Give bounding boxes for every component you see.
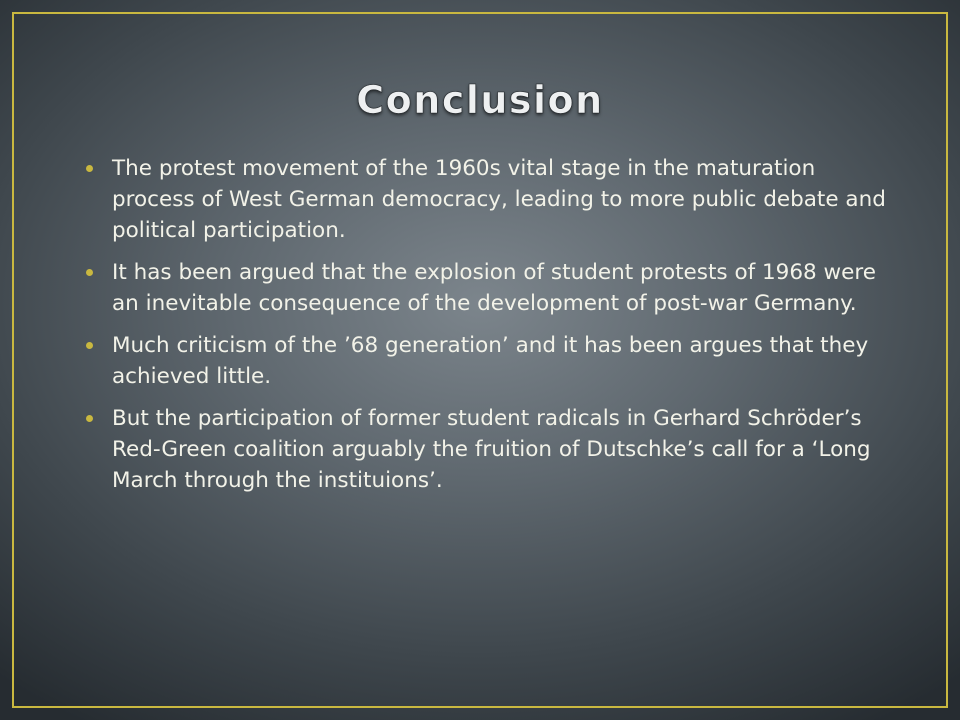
- bullet-item: [86, 153, 886, 246]
- bullet-text: Much criticism of the ’68 generation’ and it has been argues that they achieved little.: [112, 333, 869, 389]
- bullet-text: The protest movement of the 1960s vital stage in the maturation process of West German democracy, leading to more public debate and political participation.: [112, 156, 886, 243]
- bullet-item: [86, 403, 886, 496]
- bullet-dot-icon: [86, 342, 93, 349]
- bullet-item: [86, 257, 886, 319]
- bullet-dot-icon: [86, 165, 93, 172]
- bullet-text: It has been argued that the explosion of student protests of 1968 were an inevitable consequence of the development of post-war Germany.: [112, 260, 876, 316]
- bullet-list: [86, 153, 886, 507]
- bullet-dot-icon: [86, 415, 93, 422]
- bullet-text: But the participation of former student radicals in Gerhard Schröder’s Red-Green coalition arguably the fruition of Dutschke’s call for a ‘Long March through the instituions’.: [112, 406, 871, 493]
- bullet-item: [86, 330, 886, 392]
- bullet-dot-icon: [86, 269, 93, 276]
- slide-title: Conclusion: [356, 78, 604, 122]
